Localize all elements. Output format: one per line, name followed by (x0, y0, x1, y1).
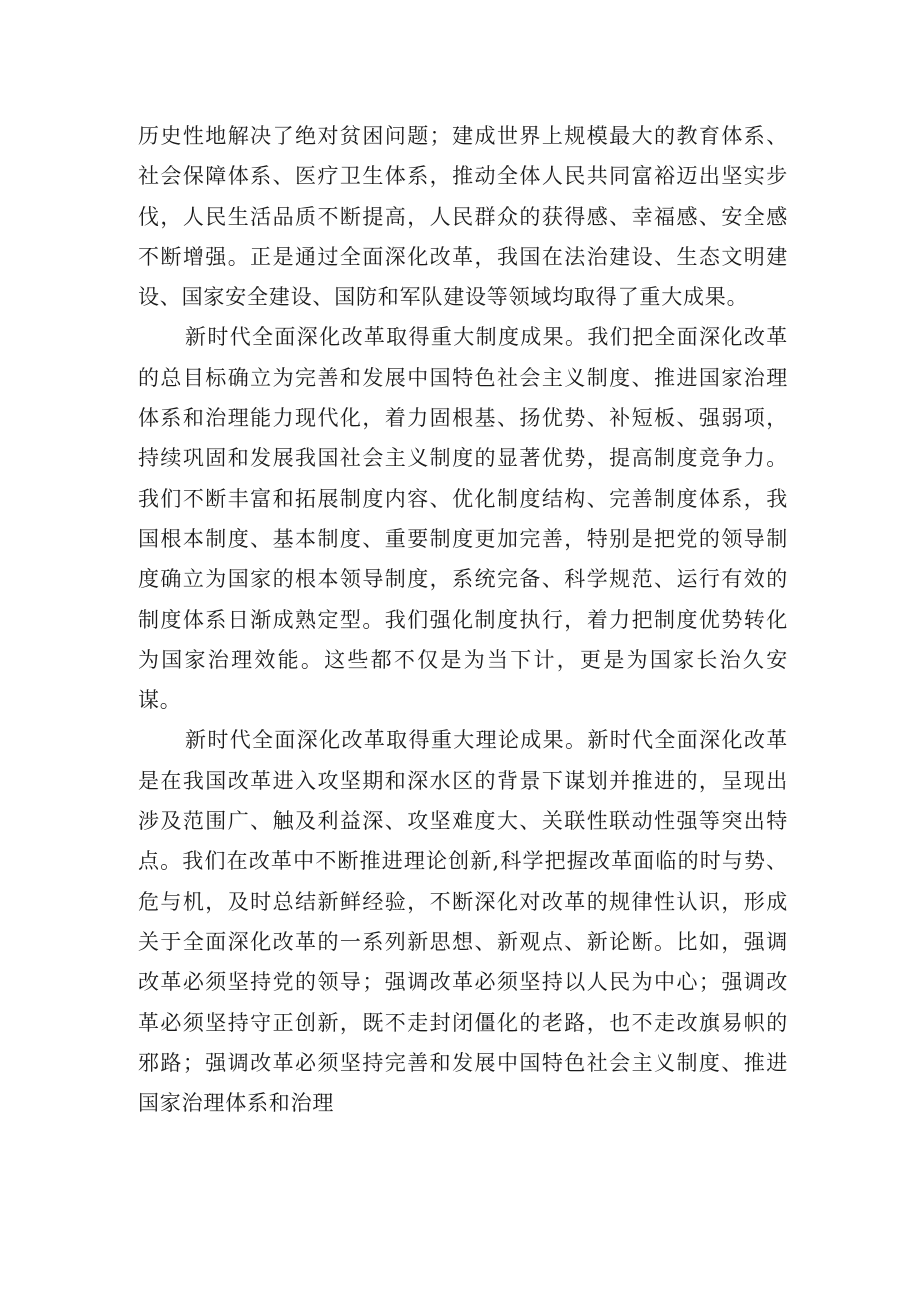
paragraph-continued: 历史性地解决了绝对贫困问题；建成世界上规模最大的教育体系、社会保障体系、医疗卫生体系，推动全体人民共同富裕迈出坚实步伐，人民生活品质不断提高，人民群众的获得感、幸福感、安全感不断增强。正是通过全面深化改革，我国在法治建设、生态文明建设、国家安全建设、国防和军队建设等领域均取得了重大成果。 (138, 124, 788, 310)
paragraph-theoretical-achievements: 新时代全面深化改革取得重大理论成果。新时代全面深化改革是在我国改革进入攻坚期和深水区的背景下谋划并推进的，呈现出涉及范围广、触及利益深、攻坚难度大、关联性联动性强等突出特点。我们在改革中不断推进理论创新,科学把握改革面临的时与势、危与机，及时总结新鲜经验，不断深化对改革的规律性认识，形成关于全面深化改革的一系列新思想、新观点、新论断。比如，强调改革必须坚持党的领导；强调改革必须坚持以人民为中心；强调改革必须坚持守正创新，既不走封闭僵化的老路，也不走改旗易帜的邪路；强调改革必须坚持完善和发展中国特色社会主义制度、推进国家治理体系和治理 (138, 728, 788, 1116)
paragraph-institutional-achievements: 新时代全面深化改革取得重大制度成果。我们把全面深化改革的总目标确立为完善和发展中国特色社会主义制度、推进国家治理体系和治理能力现代化，着力固根基、扬优势、补短板、强弱项，持续巩固和发展我国社会主义制度的显著优势，提高制度竞争力。我们不断丰富和拓展制度内容、优化制度结构、完善制度体系，我国根本制度、基本制度、重要制度更加完善，特别是把党的领导制度确立为国家的根本领导制度，系统完备、科学规范、运行有效的制度体系日渐成熟定型。我们强化制度执行，着力把制度优势转化为国家治理效能。这些都不仅是为当下计，更是为国家长治久安谋。 (138, 325, 788, 713)
document-body (138, 116, 788, 1123)
